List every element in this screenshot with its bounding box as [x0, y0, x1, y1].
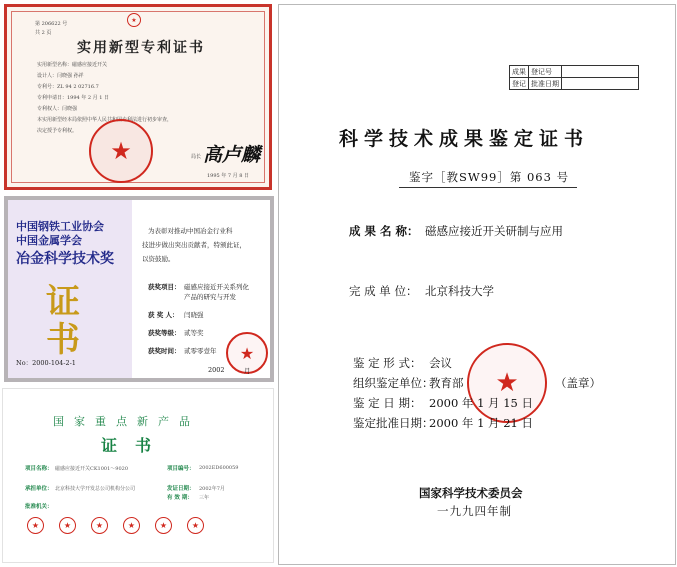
approval-seal-icon: ★ [27, 517, 44, 534]
award-org-1: 中国钢铁工业协会 [16, 220, 104, 233]
appraisal-certificate [278, 4, 676, 565]
product-item-name-value: 磁感应接近开关CK1001～9020 [55, 466, 129, 472]
award-name: 冶金科学技术奖 [16, 251, 114, 267]
reg-label: 成果 [510, 66, 529, 78]
award-month: 月 [244, 367, 251, 375]
product-item-name-label: 项目名称： [25, 466, 53, 472]
approval-seal-icon: ★ [59, 517, 76, 534]
award-project-label: 获奖项目： [148, 283, 181, 291]
patent-row: 本实用新型经本局依照中华人民共和国专利法进行初步审查， [37, 117, 173, 123]
product-item-no-value: 2002ED600059 [199, 465, 239, 471]
award-org-2: 中国金属学会 [16, 234, 82, 247]
product-issue-label: 发证日期： [167, 486, 195, 492]
reg2-label: 登记 [510, 78, 529, 90]
date-value: 2000 年 1 月 15 日 [429, 396, 533, 410]
award-grade-value: 贰等奖 [184, 329, 204, 337]
approval-seal-icon: ★ [123, 517, 140, 534]
award-cert-number: No：2000-104-2-1 [16, 359, 76, 367]
director-signature: 高卢麟 [203, 144, 261, 166]
result-name-label: 成 果 名 称： [349, 224, 419, 238]
reg-date-cell [562, 78, 639, 90]
product-valid-label: 有 效 期： [167, 495, 193, 501]
product-unit-value: 北京科技大学开发总公司机构分公司 [55, 486, 136, 492]
unit-value: 北京科技大学 [425, 284, 494, 298]
made-year: 一九九四年制 [437, 504, 512, 518]
unit-label: 完 成 单 位： [349, 284, 418, 298]
award-time-value: 贰零零壹年 [184, 347, 217, 355]
award-intro-line: 为表彰对推动中国冶金行业科 [148, 227, 233, 235]
ministry-seal-icon: ★ [467, 343, 547, 423]
org-value: 教育部 [429, 376, 464, 390]
stamp-label: （盖章） [555, 376, 601, 390]
approve-value: 2000 年 1 月 21 日 [429, 416, 533, 430]
award-winner-label: 获 奖 人： [148, 311, 179, 319]
appraisal-ref-no: 鉴字［教SW99］第 063 号 [409, 170, 570, 184]
result-name-value: 磁感应接近开关研制与应用 [425, 224, 563, 238]
new-product-certificate [2, 388, 274, 563]
patent-row: 设计人：闫晓强 孙祥 [37, 73, 84, 79]
award-year: 2002 [208, 366, 225, 374]
patent-office-seal-icon: ★ [89, 119, 153, 183]
patent-row: 专利号：ZL 94 2 02716.7 [37, 84, 99, 90]
ref-underline [399, 187, 577, 188]
approval-seal-icon: ★ [91, 517, 108, 534]
reg-no-cell [562, 66, 639, 78]
product-item-no-label: 项目编号： [167, 466, 195, 472]
product-header: 国家重点新产品 [53, 415, 200, 428]
approval-seal-icon: ★ [155, 517, 172, 534]
award-winner-value: 闫晓强 [184, 311, 204, 319]
reg-no-label: 登记号 [529, 66, 562, 78]
award-seal-icon: ★ [226, 332, 268, 374]
product-valid-value: 三年 [199, 495, 210, 501]
date-label: 鉴 定 日 期： [353, 396, 422, 410]
award-project-value: 磁感应接近开关系列化 [184, 283, 249, 291]
org-label: 组织鉴定单位： [353, 376, 434, 390]
award-project-value: 产品的研究与开发 [184, 293, 236, 301]
product-approval-label: 批准机关： [25, 504, 53, 510]
approval-seal-icon: ★ [187, 517, 204, 534]
metallurgy-award-certificate [4, 196, 274, 382]
patent-row: 专利申请日：1994 年 2 月 1 日 [37, 95, 110, 101]
form-label: 鉴 定 形 式： [353, 356, 422, 370]
patent-row: 决定授予专利权。 [37, 128, 78, 134]
approve-label: 鉴定批准日期： [353, 416, 434, 430]
appraisal-title: 科学技术成果鉴定证书 [339, 128, 590, 150]
reg-date-label: 批准日期 [529, 78, 562, 90]
patent-date: 1995 年 7 月 8 日 [207, 173, 250, 179]
patent-page-count: 共 2 页 [35, 30, 52, 36]
patent-row: 实用新型名称：磁感应接近开关 [37, 62, 108, 68]
award-time-label: 获奖时间： [148, 347, 181, 355]
emblem-icon: ★ [127, 13, 141, 27]
patent-row: 专利权人：闫晓强 [37, 106, 78, 112]
director-label: 局长 [191, 154, 202, 160]
product-title: 证书 [101, 436, 170, 455]
product-unit-label: 承担单位： [25, 486, 53, 492]
form-value: 会议 [429, 356, 452, 370]
product-issue-value: 2002年7月 [199, 486, 225, 492]
award-intro-line: 技进步做出突出贡献者，特颁此证， [142, 241, 246, 249]
award-cert-char-2: 书 [46, 320, 80, 360]
patent-title: 实用新型专利证书 [77, 40, 205, 56]
patent-number: 第 206622 号 [35, 21, 68, 27]
award-cert-char-1: 证 [46, 282, 80, 322]
award-intro-line: 以资鼓励。 [142, 255, 175, 263]
committee-name: 国家科学技术委员会 [419, 486, 523, 500]
patent-certificate [4, 4, 272, 190]
registration-box [509, 65, 639, 90]
award-grade-label: 获奖等级： [148, 329, 181, 337]
